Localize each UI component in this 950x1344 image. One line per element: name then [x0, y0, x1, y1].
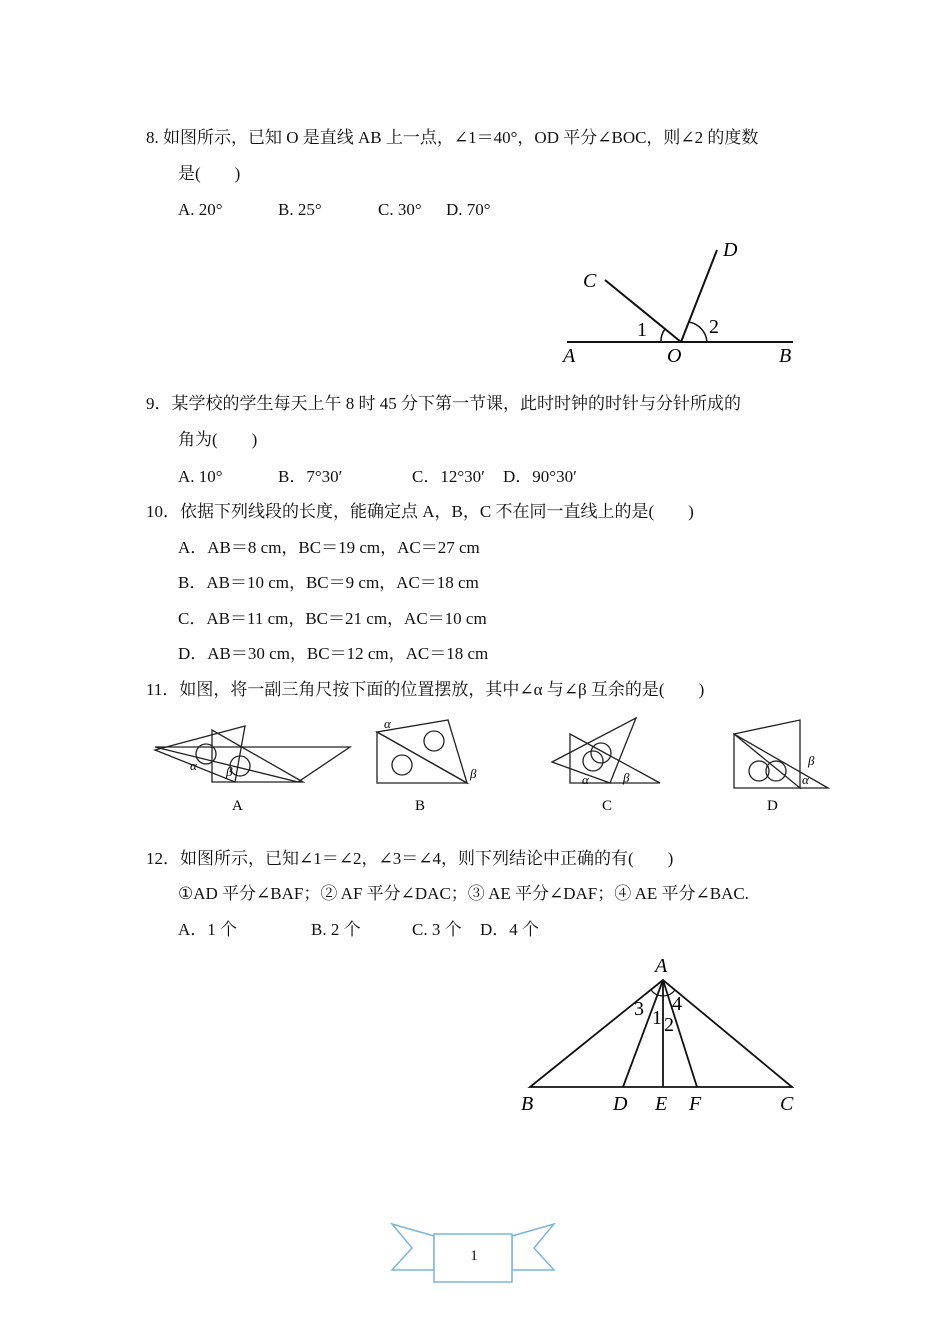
fig-label-a: A — [232, 798, 243, 814]
beta-d: β — [808, 753, 815, 768]
label-d: D — [613, 1093, 628, 1115]
beta-a: β — [226, 764, 233, 779]
alpha-b: α — [384, 716, 391, 731]
q9-option-b: B．7°30′ — [278, 467, 343, 486]
triangle-set-c — [552, 718, 660, 783]
q10-option-d: D．AB＝30 cm，BC＝12 cm，AC＝18 cm — [178, 644, 489, 663]
q10-stem: 10．依据下列线段的长度，能确定点 A，B，C 不在同一直线上的是( ) — [146, 502, 694, 521]
label-3: 3 — [634, 998, 644, 1020]
q8-stem-line1: 8. 如图所示，已知 O 是直线 AB 上一点，∠1＝40°，OD 平分∠BOC，则∠2 的度数 — [146, 128, 759, 147]
label-a: A — [655, 955, 668, 977]
q8-stem-line2: 是( ) — [178, 164, 241, 183]
q8-option-b: B. 25° — [278, 200, 322, 219]
q12-option-b: B. 2 个 — [311, 920, 361, 939]
label-b: B — [521, 1093, 534, 1115]
q8-option-c: C. 30° — [378, 200, 422, 219]
beta-b: β — [470, 766, 477, 781]
q12-option-d: D．4 个 — [480, 920, 540, 939]
q12-stem: 12．如图所示，已知∠1＝∠2，∠3＝∠4，则下列结论中正确的有( ) — [146, 849, 674, 868]
beta-c: β — [623, 770, 630, 785]
q12-statements: ①AD 平分∠BAF；② AF 平分∠DAC；③ AE 平分∠DAF；④ AE 平分∠BAC. — [178, 884, 749, 903]
fig-label-c: C — [602, 798, 613, 814]
label-4: 4 — [672, 993, 682, 1015]
label-d: D — [723, 239, 738, 261]
alpha-d: α — [802, 772, 809, 787]
label-c: C — [583, 270, 597, 292]
q8-option-d: D. 70° — [446, 200, 491, 219]
q11-stem: 11．如图，将一副三角尺按下面的位置摆放，其中∠α 与∠β 互余的是( ) — [146, 680, 705, 699]
label-b: B — [779, 345, 792, 367]
ribbon-right-tail — [512, 1224, 554, 1270]
q12-option-a: A．1 个 — [178, 920, 238, 939]
label-1: 1 — [652, 1007, 662, 1029]
q10-option-c: C．AB＝11 cm，BC＝21 cm，AC＝10 cm — [178, 609, 487, 628]
label-c: C — [780, 1093, 794, 1115]
alpha-c: α — [582, 772, 589, 787]
ribbon-left-tail — [392, 1224, 434, 1270]
q10-option-a: A．AB＝8 cm，BC＝19 cm，AC＝27 cm — [178, 538, 480, 557]
q9-option-a: A. 10° — [178, 467, 223, 486]
q9-option-c: C．12°30′ — [412, 467, 485, 486]
fig-label-d: D — [767, 798, 778, 814]
page-number: 1 — [470, 1248, 478, 1264]
triangle-set-a — [155, 726, 350, 782]
label-angle2: 2 — [709, 316, 719, 338]
angle2-arc — [689, 322, 707, 342]
label-o: O — [667, 345, 682, 367]
q8-figure — [555, 232, 815, 372]
q9-stem-line2: 角为( ) — [178, 430, 258, 449]
label-f: F — [689, 1093, 702, 1115]
label-angle1: 1 — [637, 319, 647, 341]
q10-option-b: B．AB＝10 cm，BC＝9 cm，AC＝18 cm — [178, 573, 479, 592]
alpha-a: α — [190, 758, 197, 773]
label-a: A — [563, 345, 576, 367]
q12-figure — [515, 950, 815, 1120]
q11-figures — [140, 712, 840, 822]
q12-option-c: C. 3 个 — [412, 920, 462, 939]
label-2: 2 — [664, 1014, 674, 1036]
angle1-arc — [661, 329, 665, 342]
fig-label-b: B — [415, 798, 426, 814]
q9-option-d: D．90°30′ — [503, 467, 577, 486]
q8-option-a: A. 20° — [178, 200, 223, 219]
q9-stem-line1: 9．某学校的学生每天上午 8 时 45 分下第一节课，此时时钟的时针与分针所成的 — [146, 394, 741, 413]
label-e: E — [655, 1093, 668, 1115]
